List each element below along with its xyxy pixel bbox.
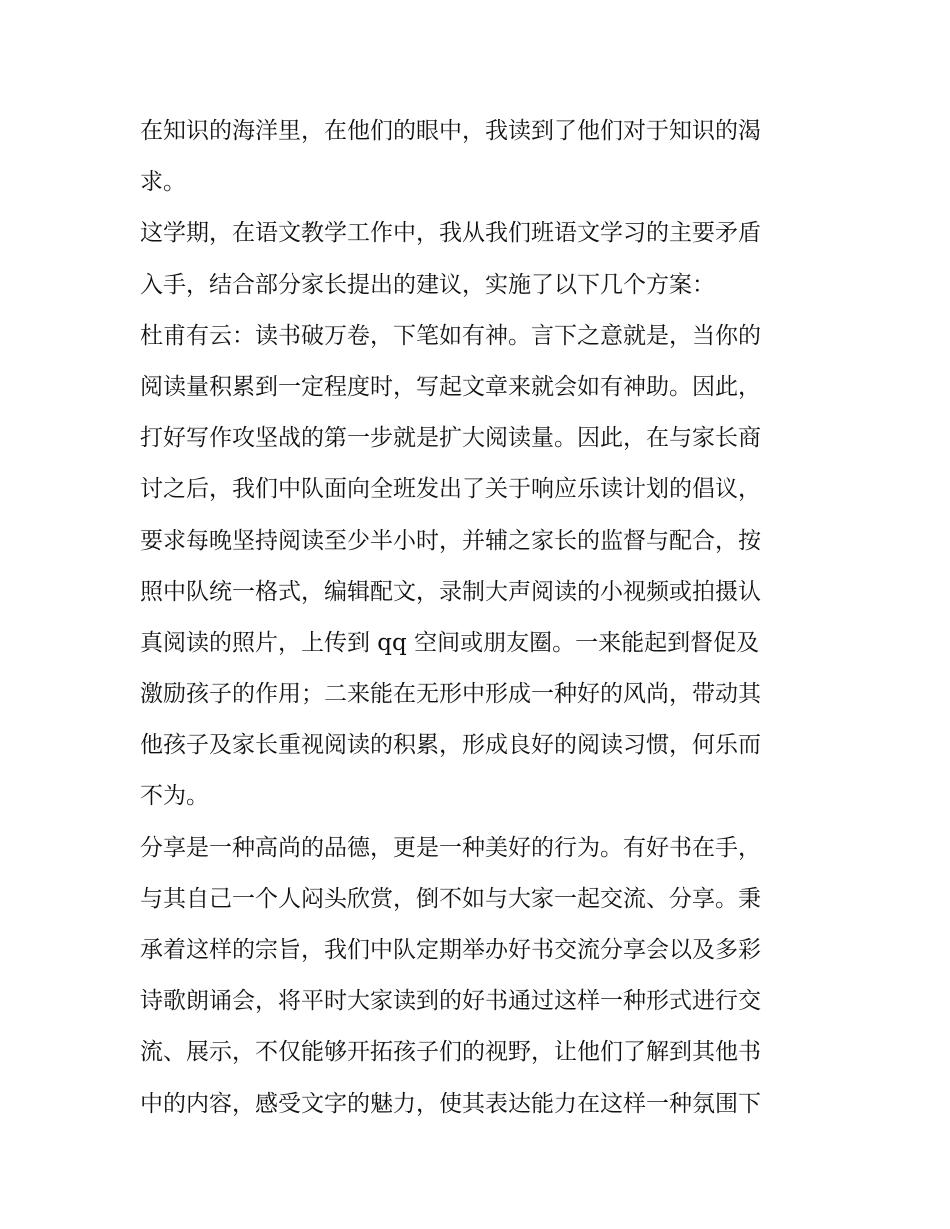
body-text	[140, 106, 820, 1130]
text-line: 不为。	[140, 783, 209, 810]
text-line: 照中队统一格式，编辑配文，录制大声阅读的小视频或拍摄认	[140, 578, 761, 605]
text-line: 承着这样的宗旨，我们中队定期举办好书交流分享会以及多彩	[140, 937, 761, 963]
text-line: 分享是一种高尚的品德，更是一种美好的行为。有好书在手，	[140, 834, 761, 861]
text-line: 要求每晚坚持阅读至少半小时，并辅之家长的监督与配合，按	[140, 527, 761, 554]
text-line: 杜甫有云：读书破万卷，下笔如有神。言下之意就是，当你的	[140, 322, 761, 349]
text-line: 真阅读的照片，上传到 qq 空间或朋友圈。一来能起到督促及	[140, 629, 760, 656]
text-line: 入手，结合部分家长提出的建议，实施了以下几个方案：	[140, 271, 715, 298]
text-line: 诗歌朗诵会，将平时大家读到的好书通过这样一种形式进行交	[140, 988, 761, 1015]
text-line: 这学期，在语文教学工作中，我从我们班语文学习的主要矛盾	[140, 220, 761, 247]
text-line: 流、展示，不仅能够开拓孩子们的视野，让他们了解到其他书	[140, 1039, 761, 1066]
text-line: 与其自己一个人闷头欣赏，倒不如与大家一起交流、分享。秉	[140, 885, 761, 912]
text-line: 阅读量积累到一定程度时，写起文章来就会如有神助。因此，	[140, 373, 761, 400]
text-line: 激励孩子的作用；二来能在无形中形成一种好的风尚，带动其	[140, 681, 761, 708]
text-line: 打好写作攻坚战的第一步就是扩大阅读量。因此，在与家长商	[140, 425, 761, 452]
text-line: 他孩子及家长重视阅读的积累，形成良好的阅读习惯，何乐而	[140, 732, 761, 759]
text-line: 中的内容，感受文字的魅力，使其表达能力在这样一种氛围下	[140, 1090, 761, 1117]
text-line: 讨之后，我们中队面向全班发出了关于响应乐读计划的倡议，	[140, 476, 761, 503]
text-line: 求。	[140, 169, 186, 196]
text-line: 在知识的海洋里，在他们的眼中，我读到了他们对于知识的渴	[140, 118, 761, 144]
